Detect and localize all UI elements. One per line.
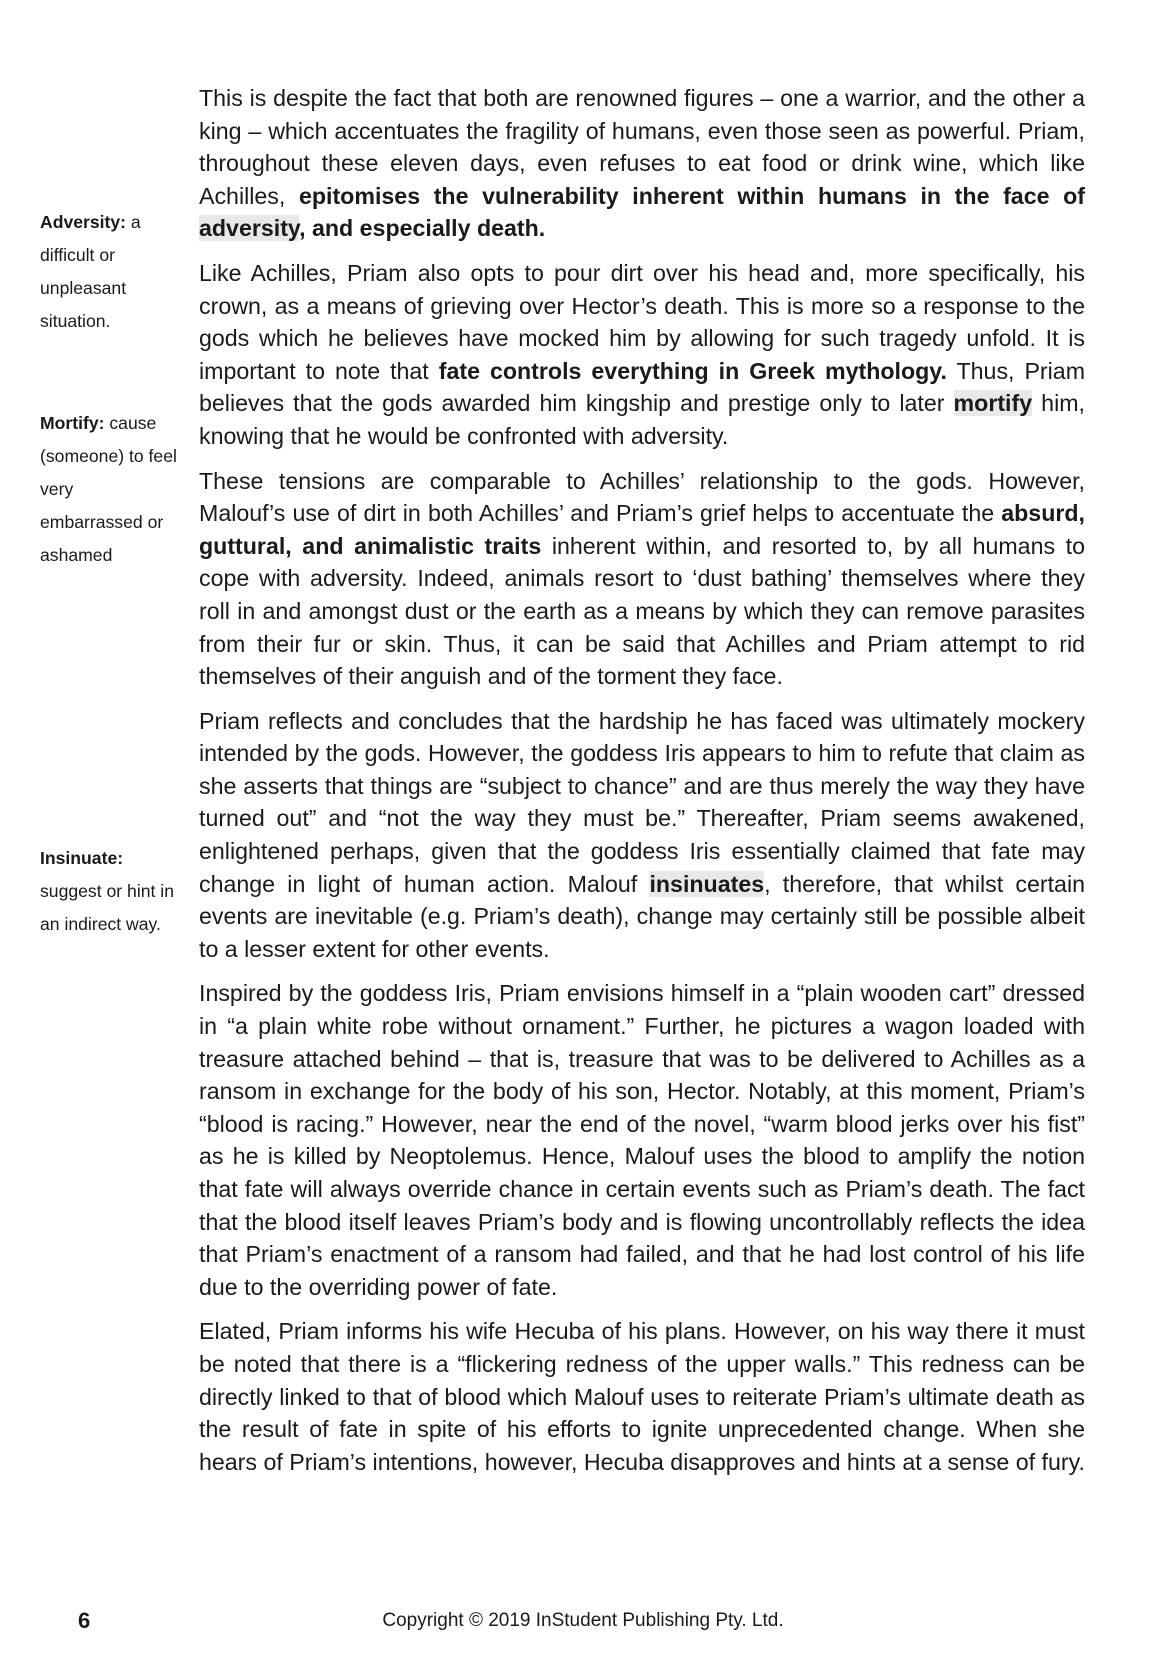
emphasis-text: absurd, guttural, and animalistic traits [199, 500, 1085, 559]
glossary-term: Insinuate: [40, 848, 124, 868]
emphasis-text: , and especially death. [299, 215, 546, 242]
body-text [199, 82, 1085, 1490]
glossary-highlight: adversity [199, 215, 300, 242]
text-run: him, knowing that he would be confronted with adversity. [199, 390, 1085, 449]
glossary-definition: suggest or hint in an indirect way. [40, 881, 174, 934]
glossary-note-insinuate [40, 842, 180, 941]
page-number: 6 [78, 1608, 91, 1633]
glossary-definition: a difficult or unpleasant situation. [40, 212, 141, 331]
glossary-highlight: insinuates [649, 870, 765, 897]
paragraph [199, 257, 1085, 453]
paragraph [199, 1315, 1085, 1478]
emphasis-text: fate controls everything in Greek mythology. [438, 357, 947, 384]
glossary-note-adversity [40, 206, 180, 338]
emphasis-text: epitomises the vulnerability inherent within humans in the face of [298, 182, 1085, 209]
copyright-footer: Copyright © 2019 InStudent Publishing Pty. Ltd. [382, 1610, 784, 1631]
text-run: inherent within, and resorted to, by all humans to cope with adversity. Indeed, animals resort to ‘dust bathing’ themselves where they roll in and amongst dust or the earth as a means by which they can remove parasites from their fur or skin. Thus, it can be said that Achilles and Priam attempt to rid themselves of their anguish and of the torment they face. [199, 532, 1085, 690]
paragraph [199, 82, 1085, 245]
glossary-term: Adversity: [40, 212, 127, 232]
text-run: Priam reflects and concludes that the hardship he has faced was ultimately mockery intended by the gods. However, the goddess Iris appears to him to refute that claim as she asserts that things are “subject to chance” and are thus merely the way they have turned out” and “not the way they must be.” Thereafter, Priam seems awakened, enlightened perhaps, given that the goddess Iris essentially claimed that fate may change in light of human action. Malouf [199, 707, 1085, 897]
paragraph [199, 705, 1085, 966]
text-run: Elated, Priam informs his wife Hecuba of his plans. However, on his way there it must be noted that there is a “flickering redness of the upper walls.” This redness can be directly linked to that of blood which Malouf uses to reiterate Priam’s ultimate death as the result of fate in spite of his efforts to ignite unprecedented change. When she hears of Priam’s intentions, however, Hecuba disapproves and hints at a sense of fury. [199, 1318, 1085, 1475]
paragraph [199, 977, 1085, 1303]
glossary-term: Mortify: [40, 413, 105, 433]
glossary-note-mortify [40, 407, 180, 572]
text-run: Inspired by the goddess Iris, Priam envisions himself in a “plain wooden cart” dressed in “a plain white robe without ornament.” Further, he pictures a wagon loaded with treasure attached behind – that is, treasure that was to be delivered to Achilles as a ransom in exchange for the body of his son, Hector. Notably, at this moment, Priam’s “blood is racing.” However, near the end of the novel, “warm blood jerks over his fist” as he is killed by Neoptolemus. Hence, Malouf uses the blood to amplify the notion that fate will always override chance in certain events such as Priam’s death. The fact that the blood itself leaves Priam’s body and is flowing uncontrollably reflects the idea that Priam’s enactment of a ransom had failed, and that he had lost control of his life due to the overriding power of fate. [199, 980, 1085, 1300]
text-run: , therefore, that whilst certain events are inevitable (e.g. Priam’s death), change may certainly still be possible albeit to a lesser extent for other events. [199, 870, 1085, 962]
paragraph [199, 465, 1085, 693]
text-run: Like Achilles, Priam also opts to pour dirt over his head and, more specifically, his crown, as a means of grieving over Hector’s death. This is more so a response to the gods which he believes have mocked him by allowing for such tragedy unfold. It is important to note that [199, 259, 1085, 384]
text-run: Thus, Priam believes that the gods awarded him kingship and prestige only to later [199, 357, 1086, 417]
glossary-definition: cause (someone) to feel very embarrassed or ashamed [40, 413, 177, 565]
text-run: These tensions are comparable to Achilles’ relationship to the gods. However, Malouf’s use of dirt in both Achilles’ and Priam’s grief helps to accentuate the [199, 467, 1085, 527]
glossary-highlight: mortify [953, 390, 1033, 417]
text-run: This is despite the fact that both are renowned figures – one a warrior, and the other a king – which accentuates the fragility of humans, even those seen as powerful. Priam, throughout these eleven days, even refuses to eat food or drink wine, which like Achilles, [199, 85, 1085, 209]
